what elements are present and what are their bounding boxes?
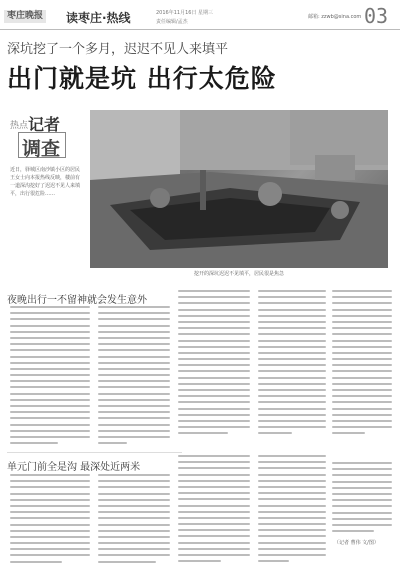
contact-email: 邮箱: zzwb@sina.com bbox=[308, 14, 362, 20]
issue-date: 2016年11月16日 星期三 bbox=[156, 10, 214, 16]
article-headline: 出门就是坑 出行太危险 bbox=[7, 64, 277, 93]
stamp-small-text: 热点 bbox=[10, 121, 29, 131]
article-intro: 近日，驿城区南沙镇小区的居民王女士向本报热线反映，楼前有一道深沟挖好了迟迟不见人来填平，出行很危险…… bbox=[10, 167, 81, 197]
body-column-1-top bbox=[10, 306, 90, 448]
reporter-signoff: （记者 曹伟 文/图） bbox=[334, 540, 379, 546]
stamp-box-text: 调查 bbox=[22, 138, 61, 160]
body-column-2-bottom bbox=[98, 474, 170, 567]
section-name: 读枣庄·热线 bbox=[66, 11, 131, 25]
photo-caption: 挖开的深坑迟迟不见填平，居民很是焦急 bbox=[193, 271, 284, 277]
body-column-4-top bbox=[258, 290, 326, 439]
editor-credit: 责任编辑/孟杰 bbox=[156, 19, 188, 25]
body-column-3-top bbox=[178, 290, 250, 439]
article-photo bbox=[90, 110, 388, 268]
stamp-big-text: 记者 bbox=[28, 115, 61, 134]
body-column-1-bottom bbox=[10, 474, 90, 567]
body-column-5-bottom bbox=[332, 462, 392, 536]
body-column-2-top bbox=[98, 306, 170, 448]
masthead bbox=[0, 0, 400, 30]
trench-photo-illustration bbox=[90, 110, 388, 268]
section-title-night-travel: 夜晚出行一不留神就会发生意外 bbox=[7, 295, 147, 306]
body-column-3-bottom bbox=[178, 455, 250, 566]
page-number: 03 bbox=[364, 4, 389, 28]
newspaper-logo: 枣庄晚报 bbox=[4, 10, 46, 23]
section-title-trenches: 单元门前全是沟 最深处近两米 bbox=[7, 462, 141, 473]
feature-stamp bbox=[10, 108, 72, 160]
article-subhead: 深坑挖了一个多月，迟迟不见人来填平 bbox=[7, 42, 229, 57]
body-column-4-bottom bbox=[258, 455, 326, 566]
section-divider bbox=[7, 452, 182, 453]
body-column-5-top bbox=[332, 290, 392, 439]
